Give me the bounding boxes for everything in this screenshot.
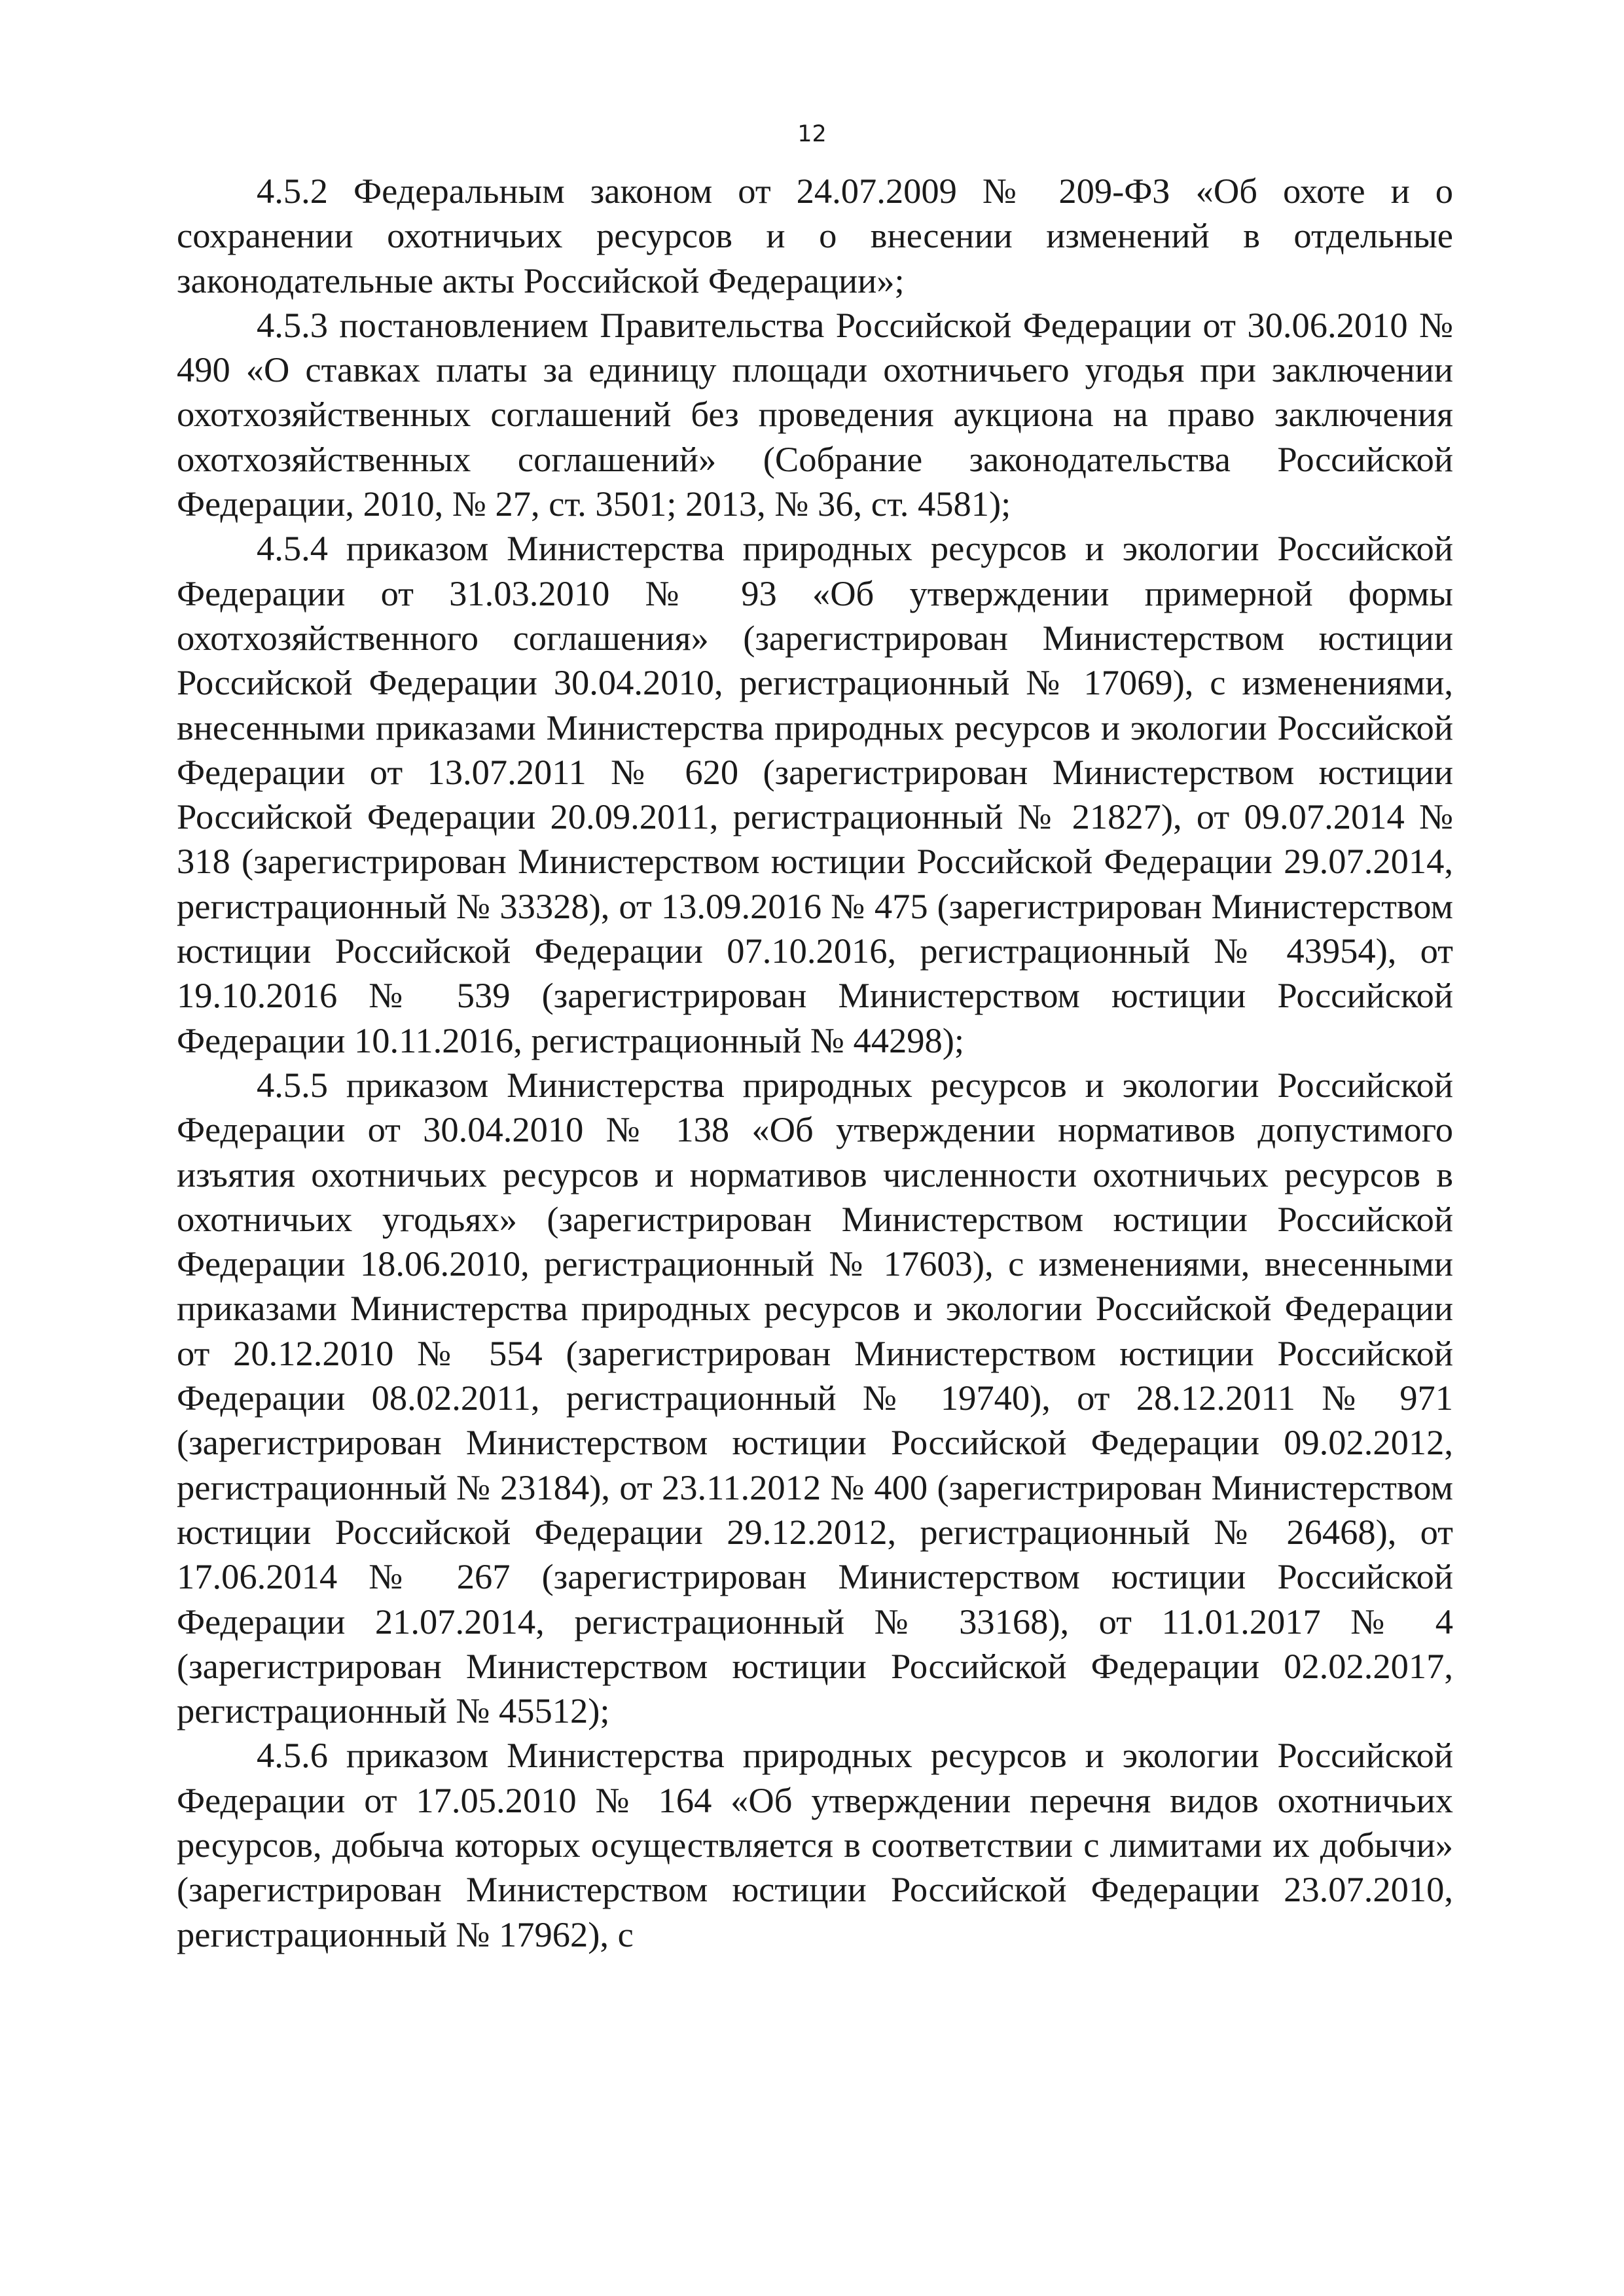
paragraph-4-5-6: 4.5.6 приказом Министерства природных ресурсов и экологии Российской Федерации от 17.05.2010 № 164 «Об утверждении перечня видов охотничьих ресурсов, добыча которых осуществляется в соответствии с лимитами их добычи» (зарегистрирован Министерством юстиции Российской Федерации 23.07.2010, регистрационный № 17962), с — [177, 1735, 1453, 1954]
paragraph-4-5-4: 4.5.4 приказом Министерства природных ресурсов и экологии Российской Федерации от 31.03.2010 № 93 «Об утверждении примерной формы охотхозяйственного соглашения» (зарегистрирован Министерством юстиции Российской Федерации 30.04.2010, регистрационный № 17069), с изменениями, внесенными приказами Министерства природных ресурсов и экологии Российской Федерации от 13.07.2011 № 620 (зарегистрирован Министерством юстиции Российской Федерации 20.09.2011, регистрационный № 21827), от 09.07.2014 № 318 (зарегистрирован Министерством юстиции Российской Федерации 29.07.2014, регистрационный № 33328), от 13.09.2016 № 475 (зарегистрирован Министерством юстиции Российской Федерации 07.10.2016, регистрационный № 43954), от 19.10.2016 № 539 (зарегистрирован Министерством юстиции Российской Федерации 10.11.2016, регистрационный № 44298); — [177, 528, 1453, 1060]
document-body — [177, 169, 1453, 1957]
page-number: 12 — [797, 121, 827, 147]
paragraph-4-5-3: 4.5.3 постановлением Правительства Российской Федерации от 30.06.2010 № 490 «О ставках платы за единицу площади охотничьего угодья при заключении охотхозяйственных соглашений без проведения аукциона на право заключения охотхозяйственных соглашений» (Собрание законодательства Российской Федерации, 2010, № 27, ст. 3501; 2013, № 36, ст. 4581); — [177, 304, 1453, 524]
paragraph-4-5-5: 4.5.5 приказом Министерства природных ресурсов и экологии Российской Федерации от 30.04.2010 № 138 «Об утверждении нормативов допустимого изъятия охотничьих ресурсов и нормативов численности охотничьих ресурсов в охотничьих угодьях» (зарегистрирован Министерством юстиции Российской Федерации 18.06.2010, регистрационный № 17603), с изменениями, внесенными приказами Министерства природных ресурсов и экологии Российской Федерации от 20.12.2010 № 554 (зарегистрирован Министерством юстиции Российской Федерации 08.02.2011, регистрационный № 19740), от 28.12.2011 № 971 (зарегистрирован Министерством юстиции Российской Федерации 09.02.2012, регистрационный № 23184), от 23.11.2012 № 400 (зарегистрирован Министерством юстиции Российской Федерации 29.12.2012, регистрационный № 26468), от 17.06.2014 № 267 (зарегистрирован Министерством юстиции Российской Федерации 21.07.2014, регистрационный № 33168), от 11.01.2017 № 4 (зарегистрирован Министерством юстиции Российской Федерации 02.02.2017, регистрационный № 45512); — [177, 1064, 1453, 1731]
paragraph-4-5-2: 4.5.2 Федеральным законом от 24.07.2009 № 209-ФЗ «Об охоте и о сохранении охотничьих ресурсов и о внесении изменений в отдельные законодательные акты Российской Федерации»; — [177, 171, 1453, 300]
